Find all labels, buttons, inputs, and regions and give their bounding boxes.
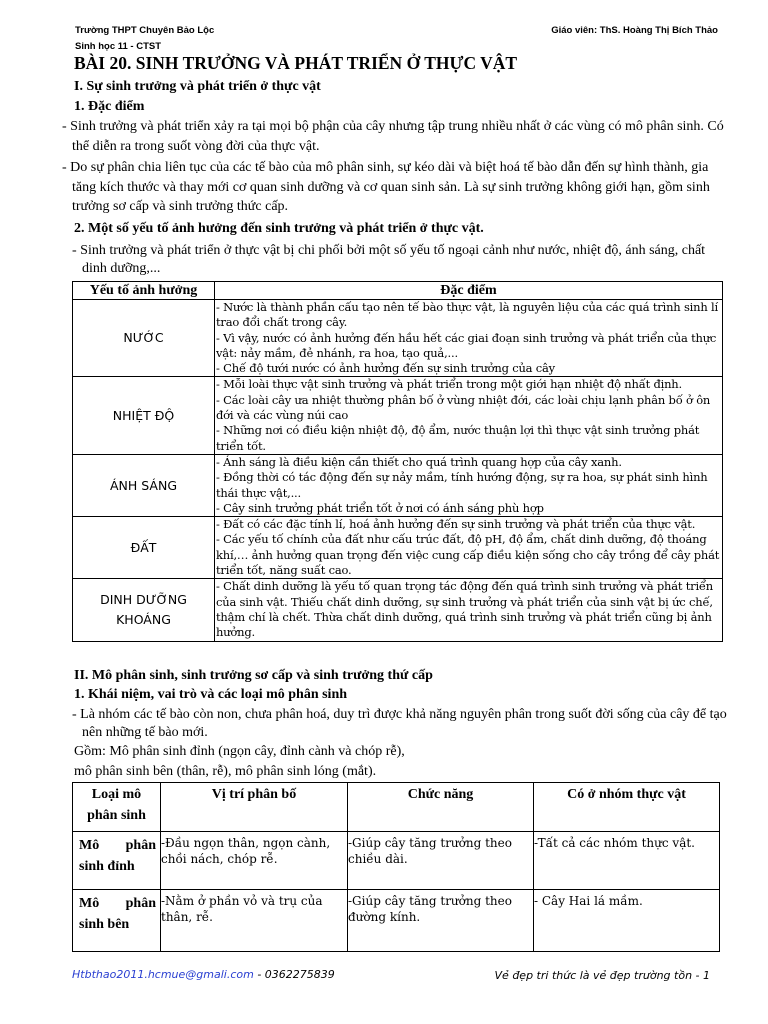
header-subject: Sinh học 11 - CTST <box>75 41 162 52</box>
footer-phone: - 0362275839 <box>253 968 335 981</box>
meristem-function: -Giúp cây tăng trưởng theo đường kính. <box>348 890 534 952</box>
section1-heading: I. Sự sinh trưởng và phát triển ở thực vật <box>74 79 321 94</box>
footer-email-link[interactable]: Htbthao2011.hcmue@gmali.com <box>72 968 254 981</box>
feature-line: - Vì vậy, nước có ảnh hưởng đến hầu hết các giai đoạn sinh trưởng và phát triển của thực vật: nảy mầm, đẻ nhánh, ra hoa, tạo quả,... <box>216 330 717 360</box>
factors-row-light <box>73 454 723 516</box>
feature-line: - Đồng thời có tác động đến sự nảy mầm, tính hướng động, sự ra hoa, sự phát sinh hình thái thực vật,... <box>216 470 708 500</box>
header-teacher: Giáo viên: ThS. Hoàng Thị Bích Thảo <box>551 25 718 36</box>
factors-table-header-row <box>73 282 723 300</box>
factors-row-water <box>73 300 723 377</box>
factors-row-soil <box>73 517 723 579</box>
footer-motto: Vẻ đẹp tri thức là vẻ đẹp trường tồn - 1 <box>494 969 710 982</box>
factors-col-factor: Yếu tố ảnh hưởng <box>73 282 215 300</box>
feature-line: - Mỗi loài thực vật sinh trưởng và phát triển trong một giới hạn nhiệt độ nhất định. <box>216 377 682 392</box>
section2-bullet: - Là nhóm các tế bào còn non, chưa phân hoá, duy trì được khả năng nguyên phân trong suốt đời sống của cây để tạo nên những tế bào mới. <box>72 707 727 740</box>
feature-line: - Ánh sáng là điều kiện cần thiết cho quá trình quang hợp của cây xanh. <box>216 454 622 469</box>
factors-row-nutrients <box>73 579 723 641</box>
factor-features <box>215 517 723 579</box>
section1-sub1-heading: 1. Đặc điểm <box>74 99 145 114</box>
feature-line: - Các yếu tố chính của đất như cấu trúc đất, độ pH, độ ẩm, chất dinh dưỡng, độ thoáng khí,… ảnh hưởng quan trọng đến việc cung cấp điều kiện sống cho cây trồng để cây phát triển tốt, năng suất cao. <box>216 532 720 578</box>
meristem-col-type: Loại mô phân sinh <box>73 783 161 832</box>
feature-line: - Nước là thành phần cấu tạo nên tế bào thực vật, là nguyên liệu của các quá trình sinh lí trao đổi chất trong cây. <box>216 300 718 330</box>
feature-line: - Đất có các đặc tính lí, hoá ảnh hưởng đến sự sinh trưởng và phát triển của thực vật. <box>216 517 696 532</box>
meristem-type: Mô phân sinh đỉnh <box>73 832 161 890</box>
meristem-col-position: Vị trí phân bố <box>161 783 348 832</box>
meristem-row-lateral <box>73 890 720 952</box>
factor-name: ÁNH SÁNG <box>73 454 215 516</box>
meristem-position: -Nằm ở phần vỏ và trụ của thân, rễ. <box>161 890 348 952</box>
factor-features <box>215 377 723 454</box>
factor-name: NHIỆT ĐỘ <box>73 377 215 454</box>
meristem-group: - Cây Hai lá mầm. <box>534 890 720 952</box>
factor-features <box>215 579 723 641</box>
meristem-col-function: Chức năng <box>348 783 534 832</box>
factor-name: ĐẤT <box>73 517 215 579</box>
feature-line: - Chế độ tưới nước có ảnh hưởng đến sự sinh trưởng của cây <box>216 361 555 376</box>
section2-sub1-heading: 1. Khái niệm, vai trò và các loại mô phân sinh <box>74 687 348 702</box>
footer-contact <box>72 968 335 981</box>
factors-table <box>72 281 723 642</box>
section2-gom: Gồm: Mô phân sinh đỉnh (ngọn cây, đỉnh cành và chóp rễ), mô phân sinh bên (thân, rễ), mô phân sinh lóng (mắt). <box>74 744 405 779</box>
factor-features <box>215 454 723 516</box>
factor-name: DINH DƯỠNG KHOÁNG <box>73 579 215 641</box>
factor-features <box>215 300 723 377</box>
feature-line: - Các loài cây ưa nhiệt thường phân bố ở vùng nhiệt đới, các loài chịu lạnh phân bố ở ôn đới và các vùng núi cao <box>216 392 711 423</box>
meristem-table-header-row <box>73 783 720 832</box>
feature-line: - Chất dinh dưỡng là yếu tố quan trọng tác động đến quá trình sinh trưởng và phát triển của sinh vật. Thiếu chất dinh dưỡng, sự sinh trưởng và phát triển của sinh vật bị ức chế, thậm chí là chết. Thừa chất dinh dưỡng, quá trình sinh trưởng và phát triển cũng bị ảnh hưởng. <box>216 579 714 640</box>
feature-line: - Cây sinh trưởng phát triển tốt ở nơi có ánh sáng phù hợp <box>216 500 544 515</box>
lesson-title: BÀI 20. SINH TRƯỞNG VÀ PHÁT TRIỂN Ở THỰC VẬT <box>74 53 518 73</box>
meristem-table <box>72 782 720 952</box>
feature-line: - Những nơi có điều kiện nhiệt độ, độ ẩm, nước thuận lợi thì thực vật sinh trưởng phát triển tốt. <box>216 423 700 453</box>
meristem-row-apical <box>73 832 720 890</box>
meristem-type: Mô phân sinh bên <box>73 890 161 952</box>
meristem-function: -Giúp cây tăng trưởng theo chiều dài. <box>348 832 534 890</box>
section1-sub2-heading: 2. Một số yếu tố ảnh hưởng đến sinh trưởng và phát triển ở thực vật. <box>74 221 484 236</box>
section1-bullet-1: - Sinh trưởng và phát triển xảy ra tại mọi bộ phận của cây nhưng tập trung nhiều nhất ở các vùng có mô phân sinh. Có thể diễn ra trong suốt vòng đời của thực vật. <box>62 119 724 154</box>
factors-row-temperature <box>73 377 723 454</box>
section1-bullet-2: - Do sự phân chia liên tục của các tế bào của mô phân sinh, sự kéo dài và biệt hoá tế bào dẫn đến sự hình thành, gia tăng kích thước và thay mới cơ quan sinh dưỡng và cơ quan sinh sản. Là sự sinh trưởng không giới hạn, gồm sinh trưởng sơ cấp và sinh trưởng thức cấp. <box>62 160 710 214</box>
meristem-position: -Đầu ngọn thân, ngọn cành, chồi nách, chóp rễ. <box>161 832 348 890</box>
header-school: Trường THPT Chuyên Bảo Lộc <box>75 25 215 36</box>
section1-sub2-bullet: - Sinh trưởng và phát triển ở thực vật bị chi phối bởi một số yếu tố ngoại cảnh như nước, nhiệt độ, ánh sáng, chất dinh dưỡng,... <box>72 243 706 276</box>
section2-heading: II. Mô phân sinh, sinh trưởng sơ cấp và sinh trưởng thứ cấp <box>74 668 433 683</box>
factor-name: NƯỚC <box>73 300 215 377</box>
meristem-col-group: Có ở nhóm thực vật <box>534 783 720 832</box>
factors-col-features: Đặc điểm <box>215 282 723 300</box>
meristem-group: -Tất cả các nhóm thực vật. <box>534 832 720 890</box>
